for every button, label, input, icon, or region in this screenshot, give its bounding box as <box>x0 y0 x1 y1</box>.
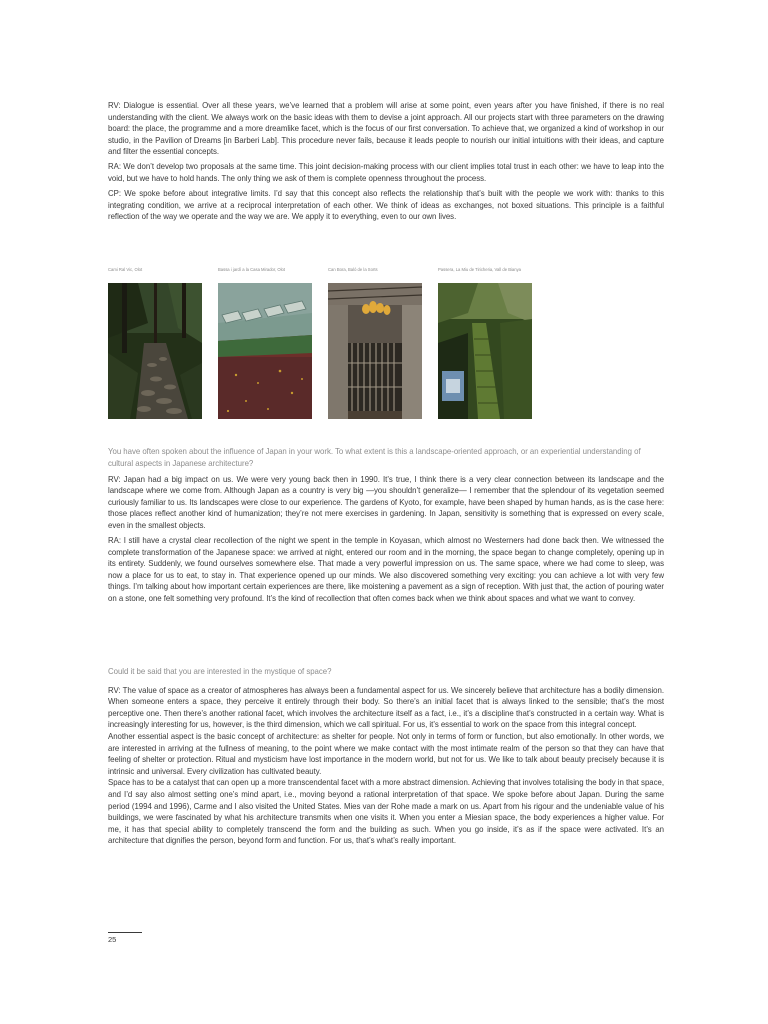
paragraph-rv-japan: RV: Japan had a big impact on us. We were very young back then in 1990. It’s true, I think there is a very clear connection between its landscape and the landscape where we come from. Although Japan as a country is very big —you shouldn’t generalize— I remember that the splendour of its vegetation seemed curiously familiar to us. Its landscapes were close to our experience. The gardens of Kyoto, for example, have been shaped by human hands, as is the case here: those places reflect another kind of humanization; they’re not mere exercises in gardening. In Japan, sensitivity is something that is expressed on every scale, even in the smallest objects. <box>108 474 664 531</box>
paragraph-rv-dialogue: RV: Dialogue is essential. Over all these years, we’ve learned that a problem will arise at some point, even years after you have finished, if there is no real understanding with the client. We always work on the basic ideas with them to devise a joint approach. All our projects start with three parameters on the drawing board: the place, the programme and a more dreamlike facet, which is the focus of our first conversation. To achieve that, we organized a kind of workshop in our studio, in the Pavilion of Dreams [in Barberi Lab]. This procedure never fails, because it leads people to nourish our initial intuitions with their ideas, and capture and filter the essential concepts. <box>108 101 664 157</box>
pond-stepping-stones-photo <box>218 283 312 419</box>
intro-dialogue <box>108 100 664 226</box>
paragraph-catalyst: Space has to be a catalyst that can open up a more transcendental facet with a more abstract dimension. Achieving that involves totalising the body in that space, and I’d say also almost setting one’s mind apart, i.e., moving beyond a rational interpretation of that space. We spoke before about Japan. During the same period (1994 and 1996), Carme and I also visited the United States. Mies van der Rohe made a mark on us. Apart from his rigour and the undeniable value of his buildings, we were fascinated by what his architecture transmits when one visits it. When you enter a Miesian space, the body experiences a higher value. For me, it has that special ability to completely transcend the form and the building as such. When you go inside, it’s as if the space were activated. It’s an architecture that dignifies the person, beyond form and function. For us, that’s what’s really important. <box>108 778 664 846</box>
paragraph-ra-koyasan: RA: I still have a crystal clear recollection of the night we spent in the temple in Koyasan, which almost no Westerners had done back then. We witnessed the complete transformation of the Japanese space: we arrived at night, entered our room and in the morning, the space began to change completely, opening up in its entirety. Suddenly, we found ourselves somewhere else. That made a very powerful impression on us. The same space, where we had come to sleep, was now a place for us to eat, to stay in. That experience opened up our minds. We also discovered something very exciting: you can achieve a lot with very few things. I’m talking about how important certain experiences are there, like moistening a pavement as a sign of reception. With just that, the action of pouring water on a stone, one felt something very profound. It’s the kind of recollection that often comes back when we think about spaces and what we want to convey. <box>108 536 664 604</box>
photo-caption-2: Bassa i jardí a la Casa Mirador, Olot <box>218 267 286 272</box>
question-mystique: Could it be said that you are interested in the mystique of space? <box>108 667 332 676</box>
question-japan: You have often spoken about the influence of Japan in your work. To what extent is this a landscape-oriented approach, or an experiential understanding of cultural aspects in Japanese architecture? <box>108 447 641 468</box>
photo-caption-4: Passera, La Miu de Tiricheria, Vall de Bianya <box>438 267 522 272</box>
photo-caption-1: Cami Ral Vic, Olot <box>108 267 143 272</box>
paragraph-ra-proposals: RA: We don’t develop two proposals at the same time. This joint decision-making process with our client implies total trust in each other: we have to leap into the void, but we have to hold hands. The only thing we ask of them is complete openness throughout the process. <box>108 162 664 183</box>
page-number: 25 <box>108 935 117 944</box>
barn-corn-photo <box>328 283 422 419</box>
mystique-section <box>108 666 664 850</box>
paragraph-cp-integrative: CP: We spoke before about integrative limits. I’d say that this concept also reflects the relationship that’s built with the people we work with: thanks to this integrating condition, we arrive at a reciprocal interpretation of each other. We think of ideas as exchanges, not boxed situations. This principle is a faithful reflection of the way we operate and the way we are. We apply it to everything, even to our own lives. <box>108 188 664 222</box>
mossy-footbridge-photo <box>438 283 532 419</box>
japan-section <box>108 446 664 608</box>
paragraph-rv-space: RV: The value of space as a creator of atmospheres has always been a fundamental aspect for us. We sincerely believe that architecture has a bodily dimension. When someone enters a space, they perceive it entirely through their body. So there’s an initial facet that is always linked to the sensible; that’s the most perceptive one. Then there’s another rational facet, which involves the architecture itself as a fact, i.e., it’s a discipline that’s constructed in a certain way. What is increasingly interesting for us, however, is the third dimension, which we call spiritual. For us, it’s essential to work on the space from this integral concept. <box>108 685 664 730</box>
page-number-rule <box>108 932 142 933</box>
paragraph-shelter: Another essential aspect is the basic concept of architecture: as shelter for people. Not only in terms of form or function, but also emotionally. In other words, we are interested in arriving at the fullness of meaning, to the point where we make contact with the most intimate realm of the person so that they can have that feeling of shelter or protection. Ritual and mysticism have lost importance in the modern world, but not for us. We like to talk about beauty precisely because it is intrinsic and universal. Every civilization has cultivated beauty. <box>108 731 664 776</box>
forest-stone-path-photo <box>108 283 202 419</box>
photo-caption-3: Can Bora, Baló de la Sorts <box>328 267 378 272</box>
